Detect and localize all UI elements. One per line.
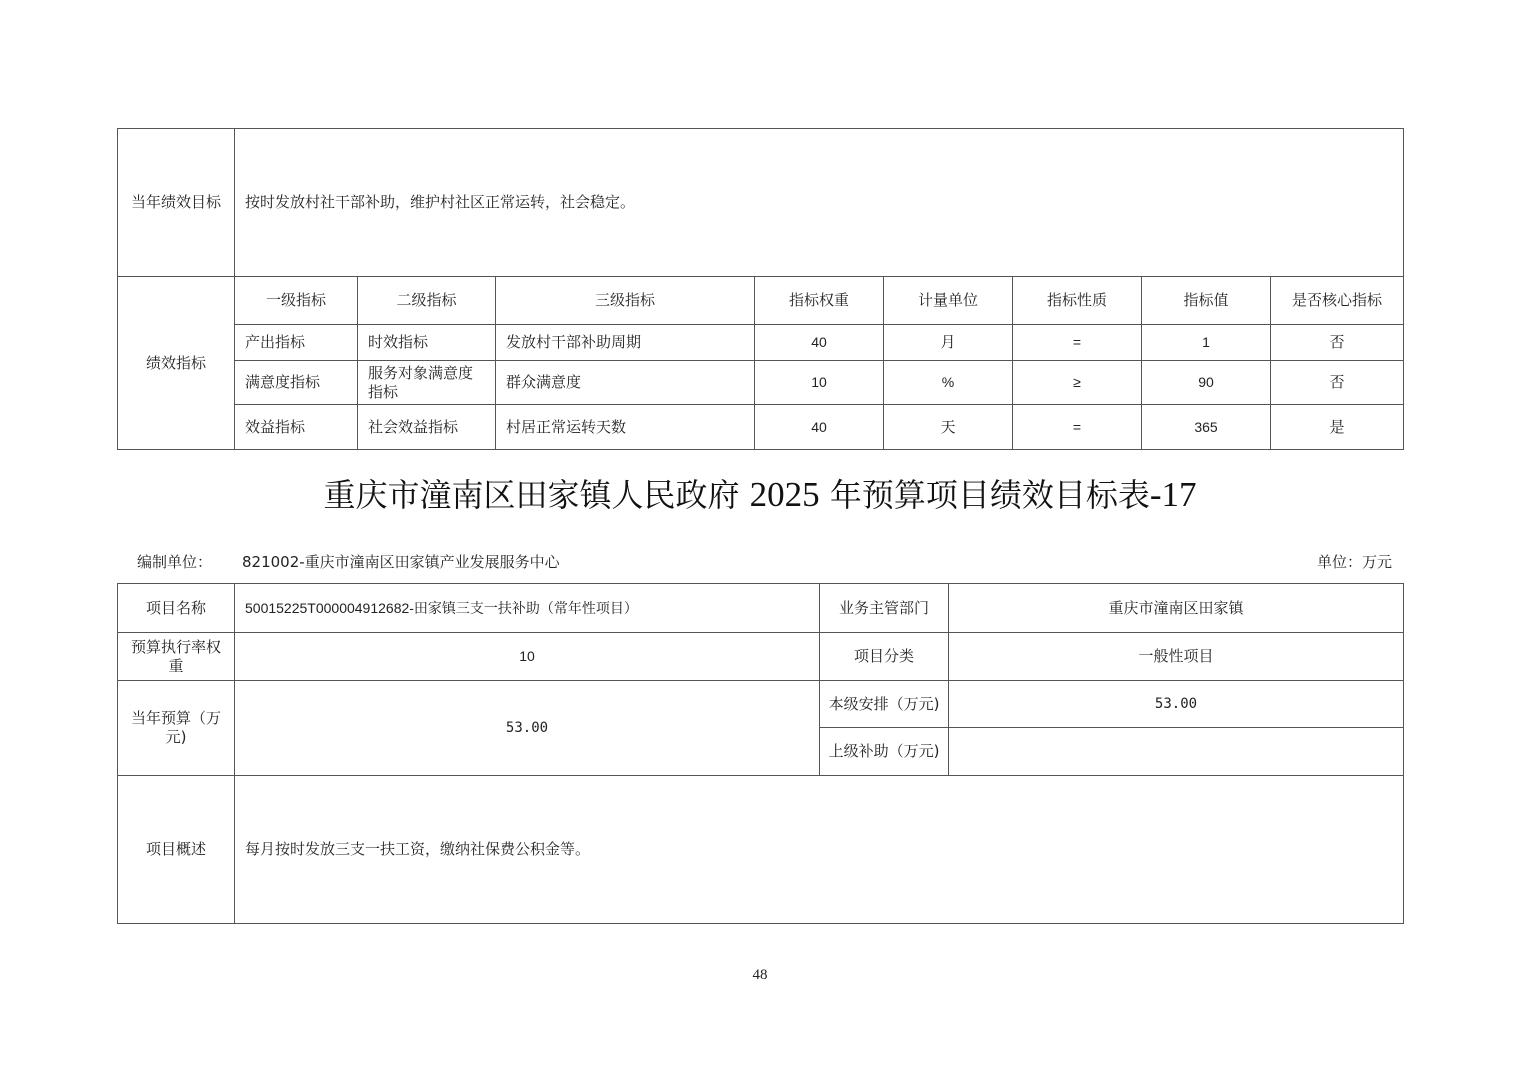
exec-rate-value: 10 (235, 633, 820, 681)
category-label: 项目分类 (820, 633, 949, 681)
indicator-nature: = (1013, 405, 1142, 450)
project-name-label: 项目名称 (118, 584, 235, 633)
indicator-level2: 时效指标 (358, 325, 496, 361)
indicator-level3: 群众满意度 (496, 361, 755, 405)
indicator-weight: 40 (755, 325, 884, 361)
currency-unit: 单位：万元 (1316, 553, 1392, 571)
table-row (118, 361, 1404, 405)
indicator-value: 90 (1142, 361, 1271, 405)
compiling-unit-value: 821002-重庆市潼南区田家镇产业发展服务中心 (242, 553, 560, 571)
header-core: 是否核心指标 (1271, 277, 1404, 325)
upper-value (949, 728, 1404, 776)
table-row (118, 325, 1404, 361)
budget-label: 当年预算（万元) (118, 681, 235, 776)
exec-rate-label: 预算执行率权重 (118, 633, 235, 681)
annual-goal-label: 当年绩效目标 (118, 129, 235, 277)
indicator-core: 是 (1271, 405, 1404, 450)
indicator-level1: 产出指标 (235, 325, 358, 361)
indicator-level3: 发放村干部补助周期 (496, 325, 755, 361)
overview-label: 项目概述 (118, 776, 235, 924)
indicator-unit: % (884, 361, 1013, 405)
page-title (0, 472, 1520, 518)
indicator-weight: 40 (755, 405, 884, 450)
category-value: 一般性项目 (949, 633, 1404, 681)
header-value: 指标值 (1142, 277, 1271, 325)
header-level1: 一级指标 (235, 277, 358, 325)
annual-goal-text: 按时发放村社干部补助，维护村社区正常运转，社会稳定。 (235, 129, 1404, 277)
indicator-value: 365 (1142, 405, 1271, 450)
header-level3: 三级指标 (496, 277, 755, 325)
indicator-unit: 月 (884, 325, 1013, 361)
local-label: 本级安排（万元) (820, 681, 949, 728)
indicator-nature: ≥ (1013, 361, 1142, 405)
indicator-level3: 村居正常运转天数 (496, 405, 755, 450)
page-number: 48 (752, 967, 768, 983)
overview-text: 每月按时发放三支一扶工资，缴纳社保费公积金等。 (235, 776, 1404, 924)
title-suffix: -17 (1149, 475, 1197, 514)
performance-goal-table (117, 128, 1404, 450)
budget-value: 53.00 (235, 681, 820, 776)
compiling-unit-label: 编制单位： (137, 553, 213, 571)
indicator-level2: 服务对象满意度指标 (358, 361, 496, 405)
title-year: 2025 (749, 475, 820, 514)
project-name-value: 50015225T000004912682-田家镇三支一扶补助（常年性项目） (235, 584, 820, 633)
indicator-level1: 满意度指标 (235, 361, 358, 405)
indicator-value: 1 (1142, 325, 1271, 361)
indicator-core: 否 (1271, 325, 1404, 361)
upper-label: 上级补助（万元) (820, 728, 949, 776)
title-part2: 年预算项目绩效目标表 (829, 476, 1150, 514)
table-row (118, 405, 1404, 450)
local-value: 53.00 (949, 681, 1404, 728)
indicator-level1: 效益指标 (235, 405, 358, 450)
indicator-unit: 天 (884, 405, 1013, 450)
indicator-core: 否 (1271, 361, 1404, 405)
indicator-level2: 社会效益指标 (358, 405, 496, 450)
indicator-weight: 10 (755, 361, 884, 405)
header-unit: 计量单位 (884, 277, 1013, 325)
header-nature: 指标性质 (1013, 277, 1142, 325)
title-part1: 重庆市潼南区田家镇人民政府 (323, 476, 740, 514)
indicators-label: 绩效指标 (118, 277, 235, 450)
indicator-nature: = (1013, 325, 1142, 361)
header-weight: 指标权重 (755, 277, 884, 325)
dept-value: 重庆市潼南区田家镇 (949, 584, 1404, 633)
dept-label: 业务主管部门 (820, 584, 949, 633)
project-info-table (117, 583, 1404, 924)
header-level2: 二级指标 (358, 277, 496, 325)
